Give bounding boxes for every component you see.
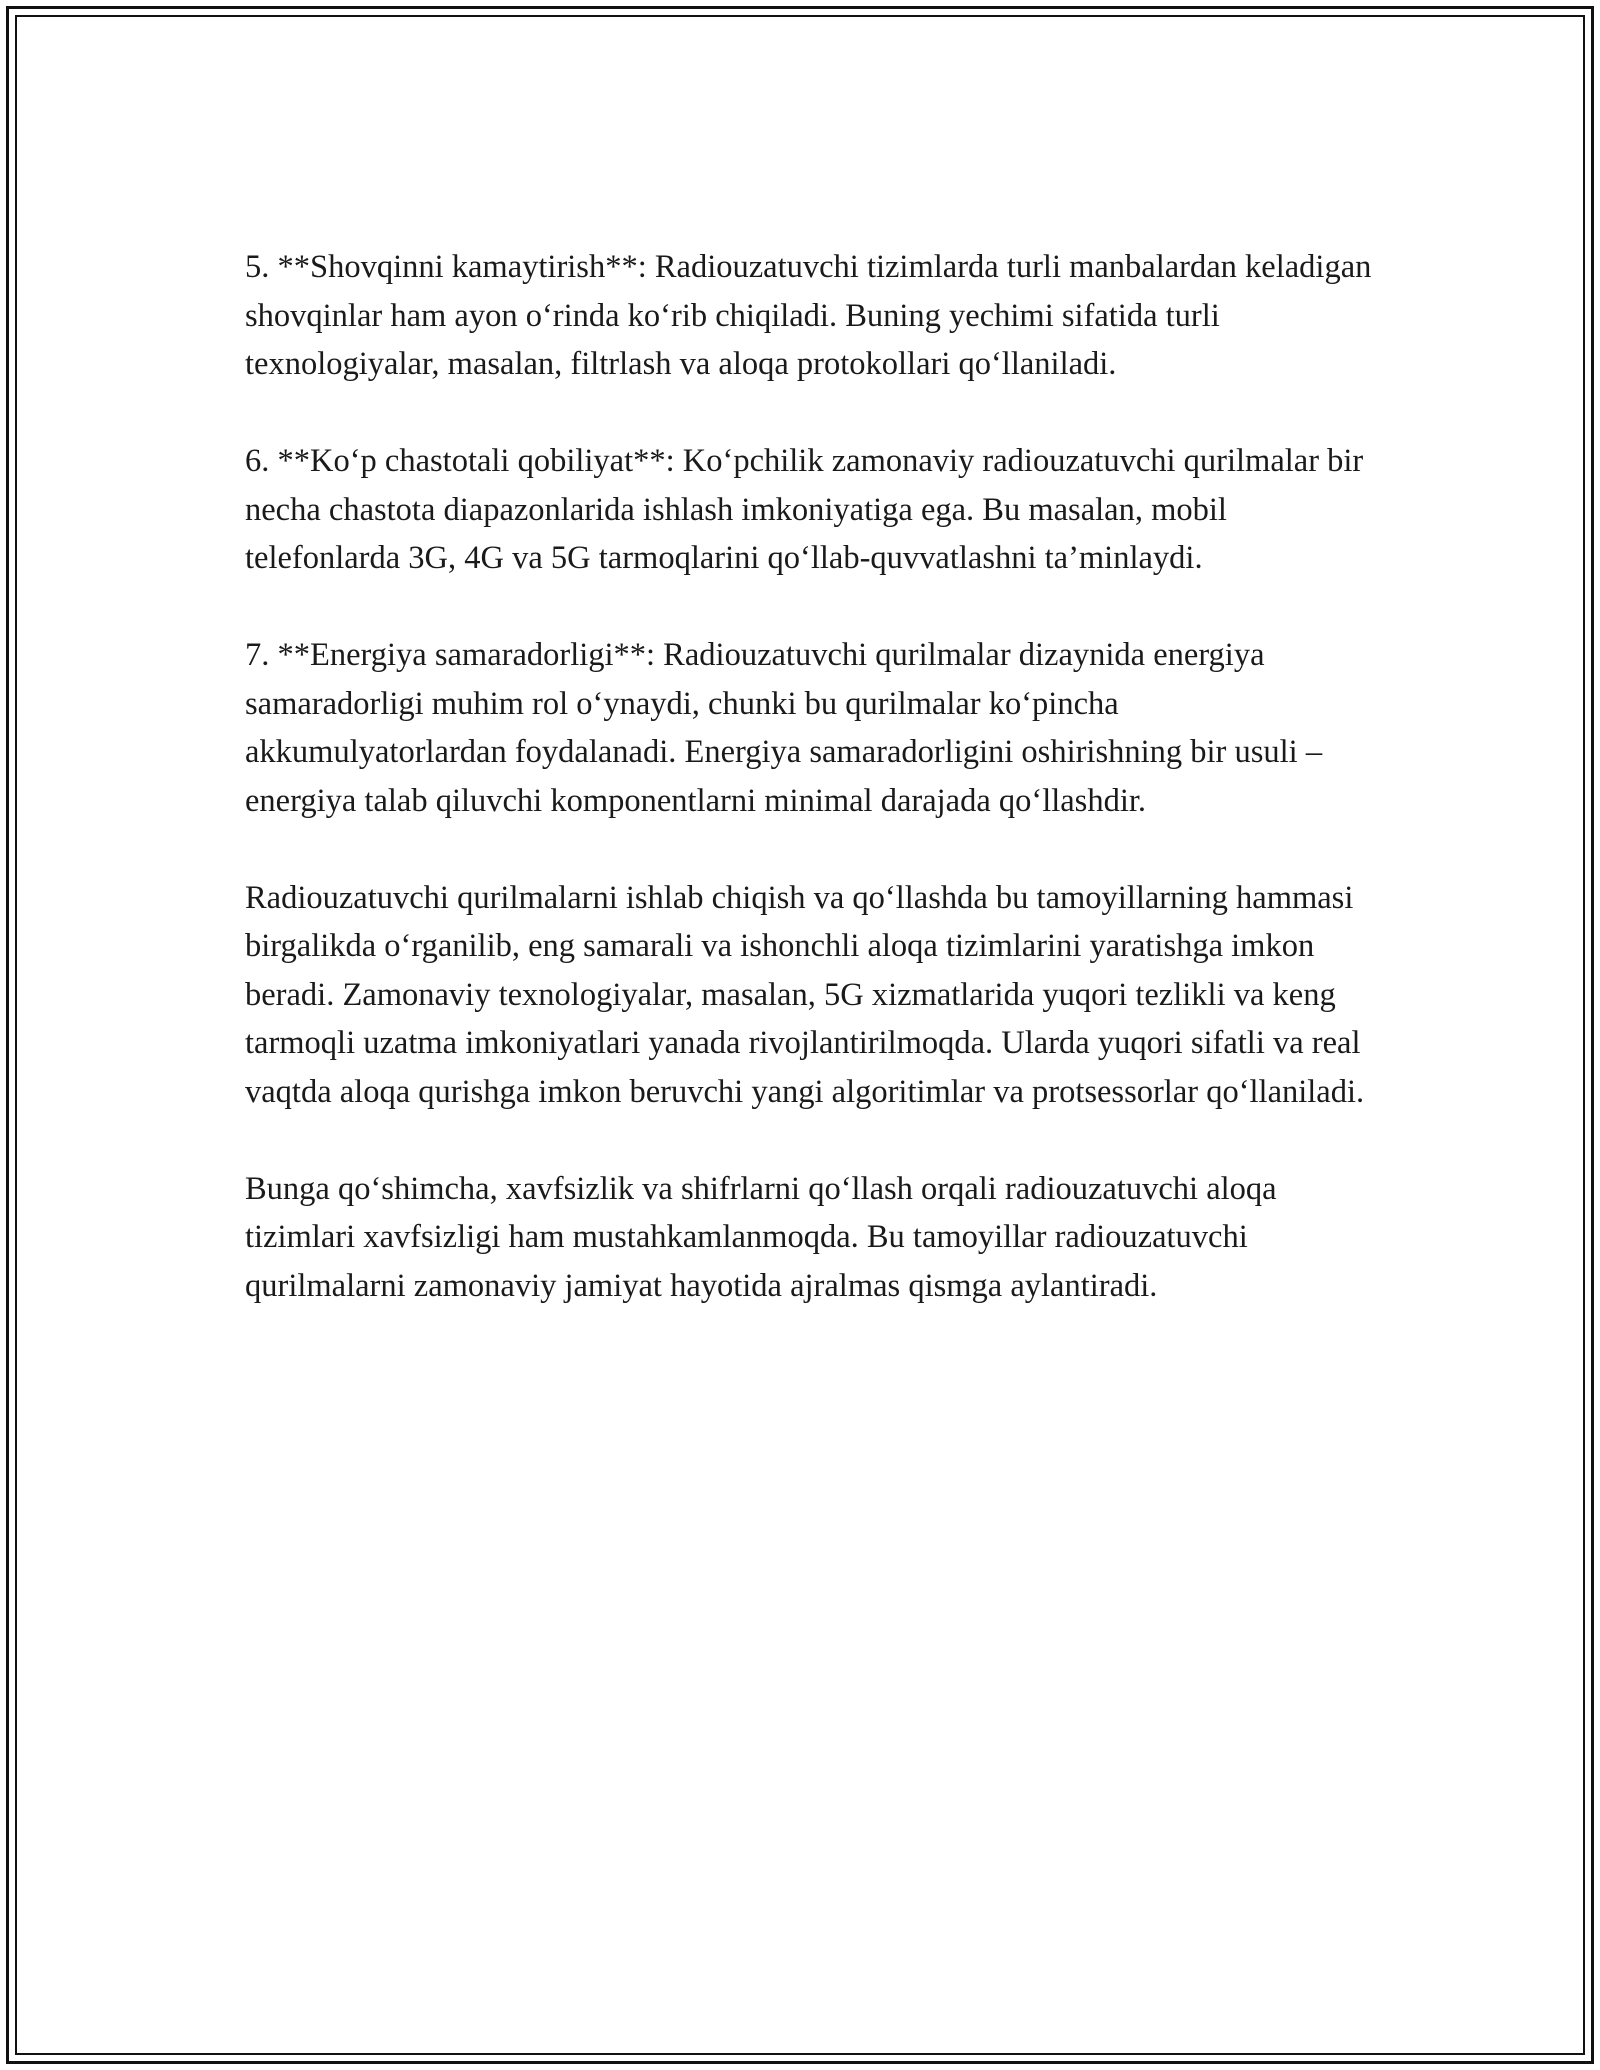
paragraph-energy-efficiency: 7. **Energiya samaradorligi**: Radiouzatuvchi qurilmalar dizaynida energiya samaradorligi muhim rol o‘ynaydi, chunki bu qurilmalar ko‘pincha akkumulyatorlardan foydalanadi. Energiya samaradorligini oshirishning bir usuli – energiya talab qiluvchi komponentlarni minimal darajada qo‘llashdir.: [245, 637, 1323, 819]
paragraph-multi-frequency: 6. **Ko‘p chastotali qobiliyat**: Ko‘pchilik zamonaviy radiouzatuvchi qurilmalar bir necha chastota diapazonlarida ishlash imkoniyatiga ega. Bu masalan, mobil telefonlarda 3G, 4G va 5G tarmoqlarini qo‘llab-quvvatlashni ta’minlaydi.: [245, 443, 1364, 576]
paragraph-development-summary: Radiouzatuvchi qurilmalarni ishlab chiqish va qo‘llashda bu tamoyillarning hammasi birgalikda o‘rganilib, eng samarali va ishonchli aloqa tizimlarini yaratishga imkon beradi. Zamonaviy texnologiyalar, masalan, 5G xizmatlarida yuqori tezlikli va keng tarmoqli uzatma imkoniyatlari yanada rivojlantirilmoqda. Ularda yuqori sifatli va real vaqtda aloqa qurishga imkon beruvchi yangi algoritimlar va protsessorlar qo‘llaniladi.: [245, 879, 1365, 1110]
paragraph-noise-reduction: 5. **Shovqinni kamaytirish**: Radiouzatuvchi tizimlarda turli manbalardan keladigan shovqinlar ham ayon o‘rinda ko‘rib chiqiladi. Buning yechimi sifatida turli texnologiyalar, masalan, filtrlash va aloqa protokollari qo‘llaniladi.: [245, 249, 1372, 382]
document-body: [245, 243, 1385, 1310]
paragraph-security-conclusion: Bunga qo‘shimcha, xavfsizlik va shifrlarni qo‘llash orqali radiouzatuvchi aloqa tizimlari xavfsizligi ham mustahkamlanmoqda. Bu tamoyillar radiouzatuvchi qurilmalarni zamonaviy jamiyat hayotida ajralmas qismga aylantiradi.: [245, 1170, 1277, 1304]
page-frame: [6, 6, 1594, 2064]
